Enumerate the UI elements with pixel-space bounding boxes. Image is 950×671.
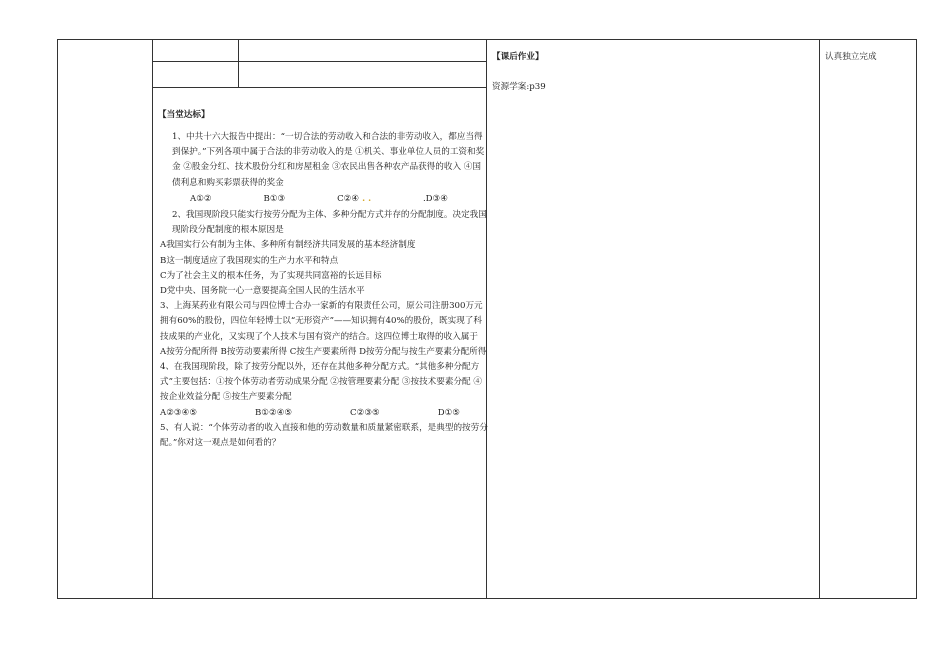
column-divider-1 (152, 39, 153, 599)
question-4-option-c: C②③⑤ (350, 407, 380, 418)
column-divider-3 (819, 39, 820, 599)
question-2-choice-a: A我国实行公有制为主体、多种所有制经济共同发展的基本经济制度 (160, 240, 416, 251)
question-4-option-b: B①②④⑤ (254, 407, 293, 418)
highlight-dots-icon: . . (359, 193, 372, 204)
nested-row-divider-1 (152, 61, 487, 62)
question-list (160, 130, 488, 451)
homework-resource-text: 资源学案:p39 (492, 82, 546, 92)
question-1-stem: 1、中共十六大报告中提出：“一切合法的劳动收入和合法的非劳动收入，都应当得到保护。”下列各项中属于合法的非劳动收入的是 ①机关、事业单位人员的工资和奖金 ②股金分红、技术股份分红和房屋租金 ③农民出售各种农产品获得的收入 ④国债利息和购买彩票获得的奖金 (172, 132, 485, 188)
question-1-options (172, 192, 448, 207)
question-5-stem: 5、有人说：“个体劳动者的收入直接和他的劳动数量和质量紧密联系，是典型的按劳分配。”你对这一观点是如何看的？ (160, 422, 488, 449)
question-2-stem: 2、我国现阶段只能实行按劳分配为主体、多种分配方式并存的分配制度。决定我国现阶段分配制度的根本原因是 (172, 210, 487, 236)
question-2-choice-d: D党中央、国务院一心一意要提高全国人民的生活水平 (160, 286, 365, 297)
question-1-option-b: B①③ (263, 193, 286, 204)
question-4-option-a: A②③④⑤ (160, 407, 198, 418)
question-1-option-c-text: C②④ (337, 193, 360, 204)
right-column-note: 认真独立完成 (825, 52, 877, 62)
table-left-border (57, 39, 58, 599)
section-heading-homework: 【课后作业】 (492, 52, 544, 62)
nested-row-divider-2 (152, 87, 487, 88)
question-3-options: A按劳分配所得 B按劳动要素所得 C按生产要素所得 D按劳分配与按生产要素分配所得 (160, 346, 487, 357)
question-4-options (160, 406, 460, 421)
section-heading-practice: 【当堂达标】 (158, 110, 210, 120)
nested-column-divider (238, 39, 239, 87)
question-1-option-a: A①② (190, 193, 212, 204)
table-top-border (57, 39, 917, 40)
question-2-choice-c: C为了社会主义的根本任务，为了实现共同富裕的长远目标 (160, 270, 382, 281)
question-2-choice-b: B这一制度适应了我国现实的生产力水平和特点 (160, 255, 339, 266)
question-4-stem: 4、在我国现阶段，除了按劳分配以外，还存在其他多种分配方式。“其他多种分配方式”主要包括：①按个体劳动者劳动成果分配 ②按管理要素分配 ③按技术要素分配 ④按企业效益分配 ⑤按生产要素分配 (160, 362, 482, 403)
question-3-stem: 3、上海某药业有限公司与四位博士合办一家新的有限责任公司，原公司注册300万元拥有60%的股份，四位年轻博士以“无形资产”——知识拥有40%的股份，既实现了科技成果的产业化，又实现了个人技术与国有资产的结合。这四位博士取得的收入属于 (160, 301, 483, 342)
table-bottom-border (57, 598, 917, 599)
table-right-border (916, 39, 917, 599)
question-1-option-d: .D③④ (422, 193, 448, 204)
question-4-option-d: D①⑤ (437, 407, 460, 418)
question-1-option-c (337, 192, 371, 207)
